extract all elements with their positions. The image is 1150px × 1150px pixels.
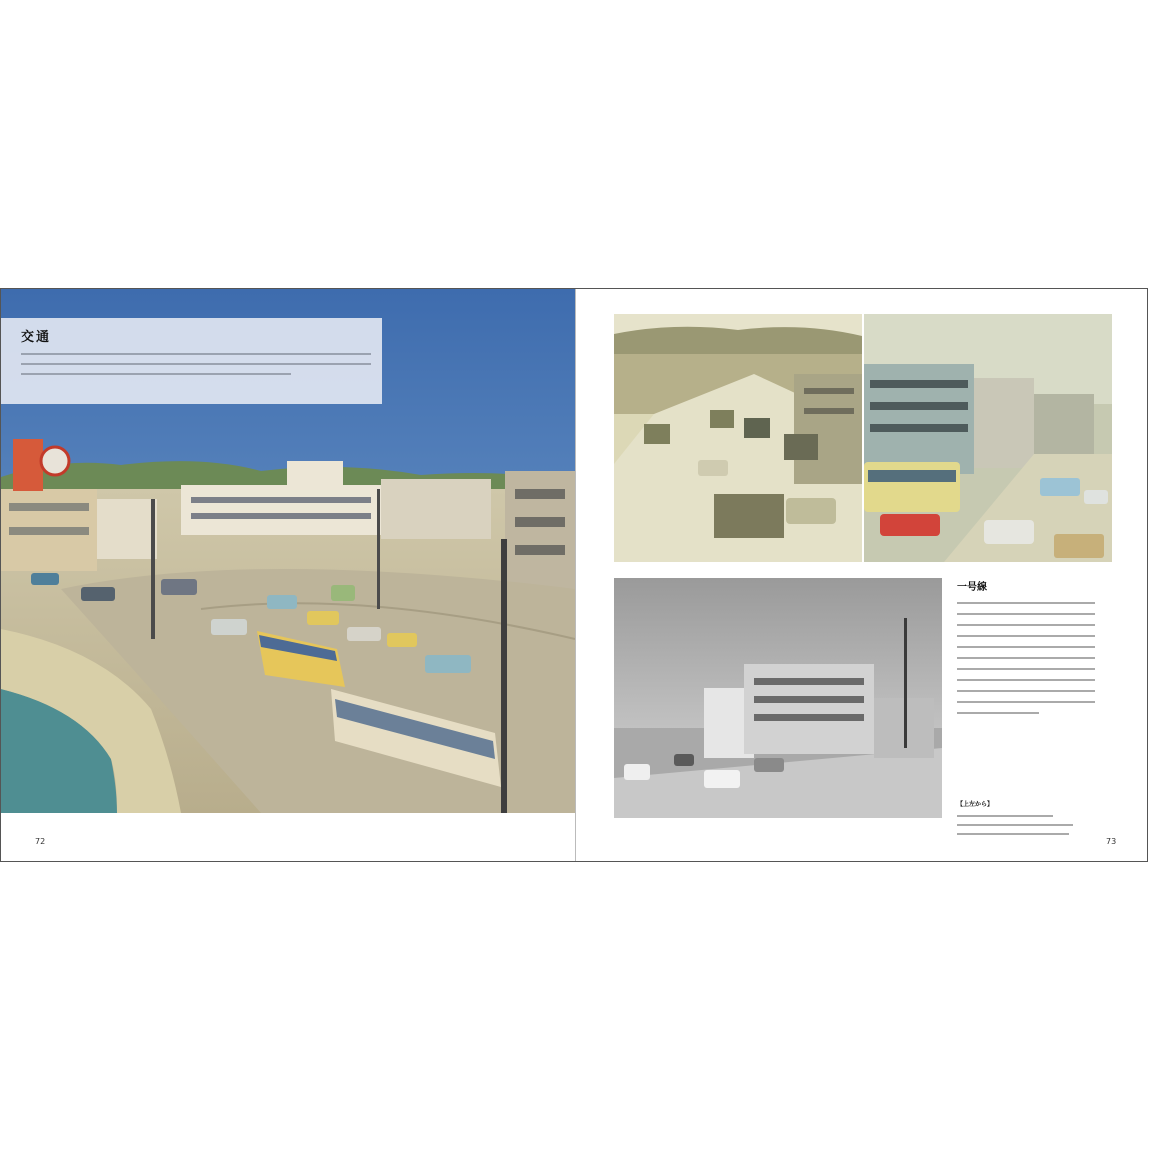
text-line <box>957 690 1095 692</box>
text-line <box>957 824 1073 826</box>
page-number-left: 72 <box>35 837 46 846</box>
section-title: 一号線 <box>957 582 987 593</box>
text-line <box>957 833 1069 835</box>
section-heading: 交通 <box>21 330 52 345</box>
text-line <box>957 624 1095 626</box>
text-line <box>957 602 1095 604</box>
left-page <box>1 289 575 861</box>
section-body <box>957 602 1142 714</box>
intro-text <box>21 353 372 375</box>
text-line <box>21 373 291 375</box>
text-line <box>957 635 1095 637</box>
text-line <box>957 646 1095 648</box>
text-line <box>957 668 1095 670</box>
text-line <box>21 353 371 355</box>
text-line <box>957 613 1095 615</box>
page-number-right: 73 <box>1106 837 1117 846</box>
photo-monochrome-street <box>614 578 942 818</box>
text-line <box>957 657 1095 659</box>
text-line <box>21 363 371 365</box>
photo-street-cars <box>864 314 1112 562</box>
photo-bottom <box>614 578 942 818</box>
text-line <box>957 815 1053 817</box>
photo-top-right <box>864 314 1112 562</box>
text-line <box>957 701 1095 703</box>
section-text <box>957 578 1142 723</box>
photo-top-left <box>614 314 862 562</box>
intro-text-box <box>1 318 382 404</box>
caption-label: 【上左から】 <box>957 801 994 808</box>
text-line <box>957 712 1039 714</box>
text-line <box>957 679 1095 681</box>
photo-caption <box>957 799 1142 842</box>
photo-road-trucks <box>614 314 862 562</box>
